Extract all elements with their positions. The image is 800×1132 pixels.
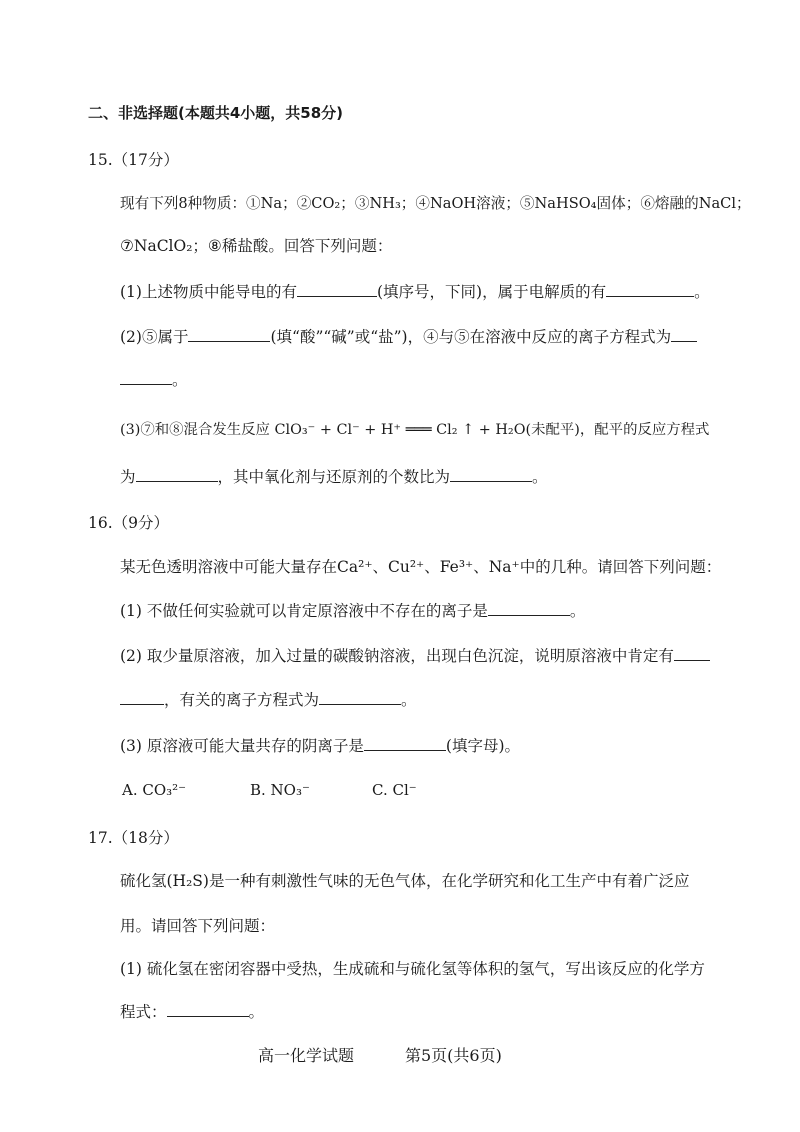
q15-number: 15.（17分）	[88, 151, 179, 169]
q15-intro-line1: 现有下列8种物质：①Na；②CO₂；③NH₃；④NaOH溶液；⑤NaHSO₄固体；⑥熔融的NaCl；	[120, 195, 751, 212]
q15-part2-blank2-end[interactable]	[120, 370, 172, 385]
q15-part3-text-c: ，其中氧化剂与还原剂的个数比为	[217, 468, 451, 486]
q15-part3-blank2[interactable]	[450, 467, 532, 482]
q15-part1-blank2[interactable]	[606, 282, 694, 297]
q15-part2	[120, 327, 697, 347]
q16-intro: 某无色透明溶液中可能大量存在Ca²⁺、Cu²⁺、Fe³⁺、Na⁺中的几种。请回答下列问题：	[120, 558, 722, 576]
q15-part1-text-b: (填序号，下同)，属于电解质的有	[376, 283, 607, 301]
q17-part1-line2	[120, 1002, 264, 1022]
q15-intro-line2: ⑦NaClO₂；⑧稀盐酸。回答下列问题：	[120, 237, 393, 255]
q15-part3-text-b: 为	[120, 468, 136, 486]
q15-part3-text-d: 。	[532, 468, 548, 486]
q17-intro-line2: 用。请回答下列问题：	[120, 917, 276, 935]
q17-part1-text-b: 程式：	[120, 1003, 167, 1021]
q17-intro-line1: 硫化氢(H₂S)是一种有刺激性气味的无色气体，在化学研究和化工生产中有着广泛应	[120, 872, 690, 890]
q16-part2-blank1-end[interactable]	[120, 690, 164, 705]
q17-part1-text-c: 。	[248, 1003, 265, 1021]
q15-part1-blank1[interactable]	[297, 282, 377, 297]
q16-part2-blank1-start[interactable]	[674, 646, 710, 661]
q15-part2-blank2-start[interactable]	[671, 327, 697, 342]
q16-option-c: C. Cl⁻	[372, 781, 417, 799]
footer-page-number: 第5页(共6页)	[405, 1046, 502, 1065]
q15-part2-text-c: 。	[172, 371, 188, 389]
q16-part3-text-a: (3) 原溶液可能大量共存的阴离子是	[120, 737, 364, 755]
footer-subject: 高一化学试题	[258, 1046, 355, 1065]
q16-part2-cont	[120, 690, 417, 710]
q16-part1-text-a: (1) 不做任何实验就可以肯定原溶液中不存在的离子是	[120, 602, 488, 620]
q15-part1	[120, 282, 710, 302]
q16-part1-blank[interactable]	[488, 601, 570, 616]
q15-part2-blank1[interactable]	[188, 327, 270, 342]
q16-number: 16.（9分）	[88, 514, 170, 532]
q15-part1-text-a: (1)上述物质中能导电的有	[120, 283, 297, 301]
q16-part1	[120, 601, 585, 621]
q16-option-a: A. CO₃²⁻	[122, 781, 187, 799]
q16-part2-blank2[interactable]	[319, 690, 401, 705]
q15-part2-text-a: (2)⑤属于	[120, 328, 189, 346]
q16-part2-text-a: (2) 取少量原溶液，加入过量的碳酸钠溶液，出现白色沉淀，说明原溶液中肯定有	[120, 647, 674, 665]
q15-part1-text-c: 。	[694, 283, 710, 301]
q16-part3	[120, 736, 520, 756]
q17-part1-blank[interactable]	[167, 1002, 249, 1017]
q15-part2-cont	[120, 370, 188, 390]
q16-part1-text-b: 。	[569, 602, 586, 620]
q17-part1-line1: (1) 硫化氢在密闭容器中受热，生成硫和与硫化氢等体积的氢气，写出该反应的化学方	[120, 960, 705, 978]
q16-part3-text-b: (填字母)。	[445, 737, 520, 755]
q15-part3-line2	[120, 467, 548, 487]
q15-part3-blank1[interactable]	[136, 467, 218, 482]
section-heading: 二、非选择题(本题共4小题，共58分)	[88, 104, 344, 122]
q16-part3-blank[interactable]	[364, 736, 446, 751]
q17-number: 17.（18分）	[88, 829, 179, 847]
q15-part2-text-b: (填“酸”“碱”或“盐”)，④与⑤在溶液中反应的离子方程式为	[270, 328, 672, 346]
q15-part3-line1: (3)⑦和⑧混合发生反应 ClO₃⁻ + Cl⁻ + H⁺ ═══ Cl₂ ↑ + H₂O(未配平)，配平的反应方程式	[120, 422, 710, 438]
q16-option-b: B. NO₃⁻	[250, 781, 310, 799]
q16-part2-text-c: 。	[401, 691, 417, 709]
q16-part2-text-b: ，有关的离子方程式为	[164, 691, 320, 709]
q16-part2	[120, 646, 710, 666]
